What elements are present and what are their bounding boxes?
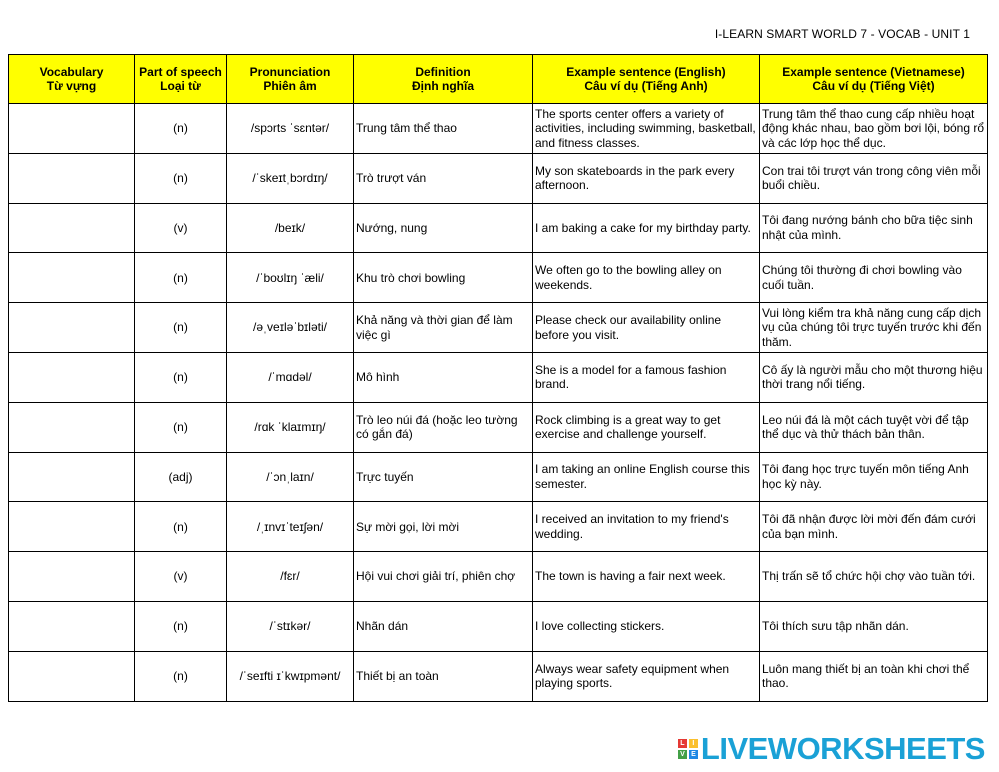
table-row <box>9 552 988 602</box>
example-english-cell: My son skateboards in the park every afternoon. <box>533 153 760 203</box>
part-of-speech-cell: (adj) <box>135 452 227 502</box>
example-vietnamese-cell: Tôi thích sưu tập nhãn dán. <box>760 601 988 651</box>
table-row <box>9 601 988 651</box>
table-row <box>9 153 988 203</box>
vocabulary-input-cell[interactable] <box>9 253 135 303</box>
header-vocabulary: Vocabulary Từ vựng <box>9 55 135 104</box>
vocabulary-input-cell[interactable] <box>9 352 135 402</box>
liveworksheets-logo <box>678 732 985 766</box>
definition-cell: Mô hình <box>354 352 533 402</box>
part-of-speech-cell: (n) <box>135 601 227 651</box>
table-row <box>9 651 988 701</box>
example-vietnamese-cell: Tôi đã nhận được lời mời đến đám cưới của bạn mình. <box>760 502 988 552</box>
definition-cell: Trung tâm thể thao <box>354 104 533 154</box>
example-vietnamese-cell: Tôi đang học trực tuyến môn tiếng Anh học kỳ này. <box>760 452 988 502</box>
definition-cell: Sự mời gọi, lời mời <box>354 502 533 552</box>
example-english-cell: I love collecting stickers. <box>533 601 760 651</box>
pronunciation-cell: /fɛr/ <box>227 552 354 602</box>
example-english-cell: She is a model for a famous fashion brand. <box>533 352 760 402</box>
definition-cell: Khả năng và thời gian để làm việc gì <box>354 303 533 353</box>
table-row <box>9 303 988 353</box>
example-english-cell: The town is having a fair next week. <box>533 552 760 602</box>
table-row <box>9 203 988 253</box>
pronunciation-cell: /ˌɪnvɪˈteɪʃən/ <box>227 502 354 552</box>
part-of-speech-cell: (n) <box>135 651 227 701</box>
vocabulary-table <box>8 54 988 702</box>
part-of-speech-cell: (v) <box>135 203 227 253</box>
liveworksheets-logo-icon: L I V E <box>678 739 698 759</box>
part-of-speech-cell: (v) <box>135 552 227 602</box>
definition-cell: Nhãn dán <box>354 601 533 651</box>
definition-cell: Trò trượt ván <box>354 153 533 203</box>
header-pronunciation: Pronunciation Phiên âm <box>227 55 354 104</box>
example-english-cell: Always wear safety equipment when playing sports. <box>533 651 760 701</box>
part-of-speech-cell: (n) <box>135 153 227 203</box>
example-vietnamese-cell: Chúng tôi thường đi chơi bowling vào cuối tuần. <box>760 253 988 303</box>
example-vietnamese-cell: Thị trấn sẽ tổ chức hội chợ vào tuần tới. <box>760 552 988 602</box>
definition-cell: Thiết bị an toàn <box>354 651 533 701</box>
example-english-cell: I am baking a cake for my birthday party. <box>533 203 760 253</box>
definition-cell: Hội vui chơi giải trí, phiên chợ <box>354 552 533 602</box>
table-row <box>9 352 988 402</box>
header-part-of-speech: Part of speech Loại từ <box>135 55 227 104</box>
pronunciation-cell: /əˌveɪləˈbɪləti/ <box>227 303 354 353</box>
example-english-cell: The sports center offers a variety of activities, including swimming, basketball, and fitness classes. <box>533 104 760 154</box>
table-row <box>9 253 988 303</box>
table-header-row <box>9 55 988 104</box>
definition-cell: Trò leo núi đá (hoặc leo tường có gắn đá) <box>354 402 533 452</box>
example-english-cell: We often go to the bowling alley on weekends. <box>533 253 760 303</box>
pronunciation-cell: /ˈskeɪtˌbɔrdɪŋ/ <box>227 153 354 203</box>
example-english-cell: Rock climbing is a great way to get exercise and challenge yourself. <box>533 402 760 452</box>
header-example-english: Example sentence (English) Câu ví dụ (Tiếng Anh) <box>533 55 760 104</box>
table-row <box>9 104 988 154</box>
example-vietnamese-cell: Luôn mang thiết bị an toàn khi chơi thể thao. <box>760 651 988 701</box>
vocabulary-input-cell[interactable] <box>9 402 135 452</box>
example-vietnamese-cell: Leo núi đá là một cách tuyệt vời để tập thể dục và thử thách bản thân. <box>760 402 988 452</box>
vocabulary-input-cell[interactable] <box>9 502 135 552</box>
definition-cell: Trực tuyến <box>354 452 533 502</box>
part-of-speech-cell: (n) <box>135 303 227 353</box>
part-of-speech-cell: (n) <box>135 352 227 402</box>
liveworksheets-logo-text: LIVEWORKSHEETS <box>700 731 985 766</box>
example-vietnamese-cell: Vui lòng kiểm tra khả năng cung cấp dịch vụ của chúng tôi trực tuyến trước khi đến thăm. <box>760 303 988 353</box>
vocabulary-input-cell[interactable] <box>9 104 135 154</box>
example-vietnamese-cell: Con trai tôi trượt ván trong công viên mỗi buổi chiều. <box>760 153 988 203</box>
example-english-cell: Please check our availability online before you visit. <box>533 303 760 353</box>
pronunciation-cell: /ˈseɪfti ɪˈkwɪpmənt/ <box>227 651 354 701</box>
example-english-cell: I received an invitation to my friend's wedding. <box>533 502 760 552</box>
pronunciation-cell: /ˈstɪkər/ <box>227 601 354 651</box>
example-vietnamese-cell: Trung tâm thể thao cung cấp nhiều hoạt động khác nhau, bao gồm bơi lội, bóng rổ và các lớp học thể dục. <box>760 104 988 154</box>
vocabulary-input-cell[interactable] <box>9 303 135 353</box>
pronunciation-cell: /beɪk/ <box>227 203 354 253</box>
part-of-speech-cell: (n) <box>135 402 227 452</box>
vocabulary-input-cell[interactable] <box>9 452 135 502</box>
pronunciation-cell: /spɔrts ˈsɛntər/ <box>227 104 354 154</box>
example-english-cell: I am taking an online English course this semester. <box>533 452 760 502</box>
table-row <box>9 402 988 452</box>
vocabulary-input-cell[interactable] <box>9 601 135 651</box>
example-vietnamese-cell: Tôi đang nướng bánh cho bữa tiệc sinh nhật của mình. <box>760 203 988 253</box>
table-row <box>9 452 988 502</box>
pronunciation-cell: /ˈmɑdəl/ <box>227 352 354 402</box>
header-definition: Definition Định nghĩa <box>354 55 533 104</box>
pronunciation-cell: /ˈɔnˌlaɪn/ <box>227 452 354 502</box>
definition-cell: Khu trò chơi bowling <box>354 253 533 303</box>
part-of-speech-cell: (n) <box>135 502 227 552</box>
vocabulary-input-cell[interactable] <box>9 552 135 602</box>
example-vietnamese-cell: Cô ấy là người mẫu cho một thương hiệu thời trang nổi tiếng. <box>760 352 988 402</box>
document-title: I-LEARN SMART WORLD 7 - VOCAB - UNIT 1 <box>714 27 970 41</box>
vocabulary-input-cell[interactable] <box>9 203 135 253</box>
part-of-speech-cell: (n) <box>135 253 227 303</box>
pronunciation-cell: /rɑk ˈklaɪmɪŋ/ <box>227 402 354 452</box>
pronunciation-cell: /ˈboʊlɪŋ ˈæli/ <box>227 253 354 303</box>
definition-cell: Nướng, nung <box>354 203 533 253</box>
table-row <box>9 502 988 552</box>
header-example-vietnamese: Example sentence (Vietnamese) Câu ví dụ (Tiếng Việt) <box>760 55 988 104</box>
vocabulary-input-cell[interactable] <box>9 651 135 701</box>
part-of-speech-cell: (n) <box>135 104 227 154</box>
vocabulary-input-cell[interactable] <box>9 153 135 203</box>
